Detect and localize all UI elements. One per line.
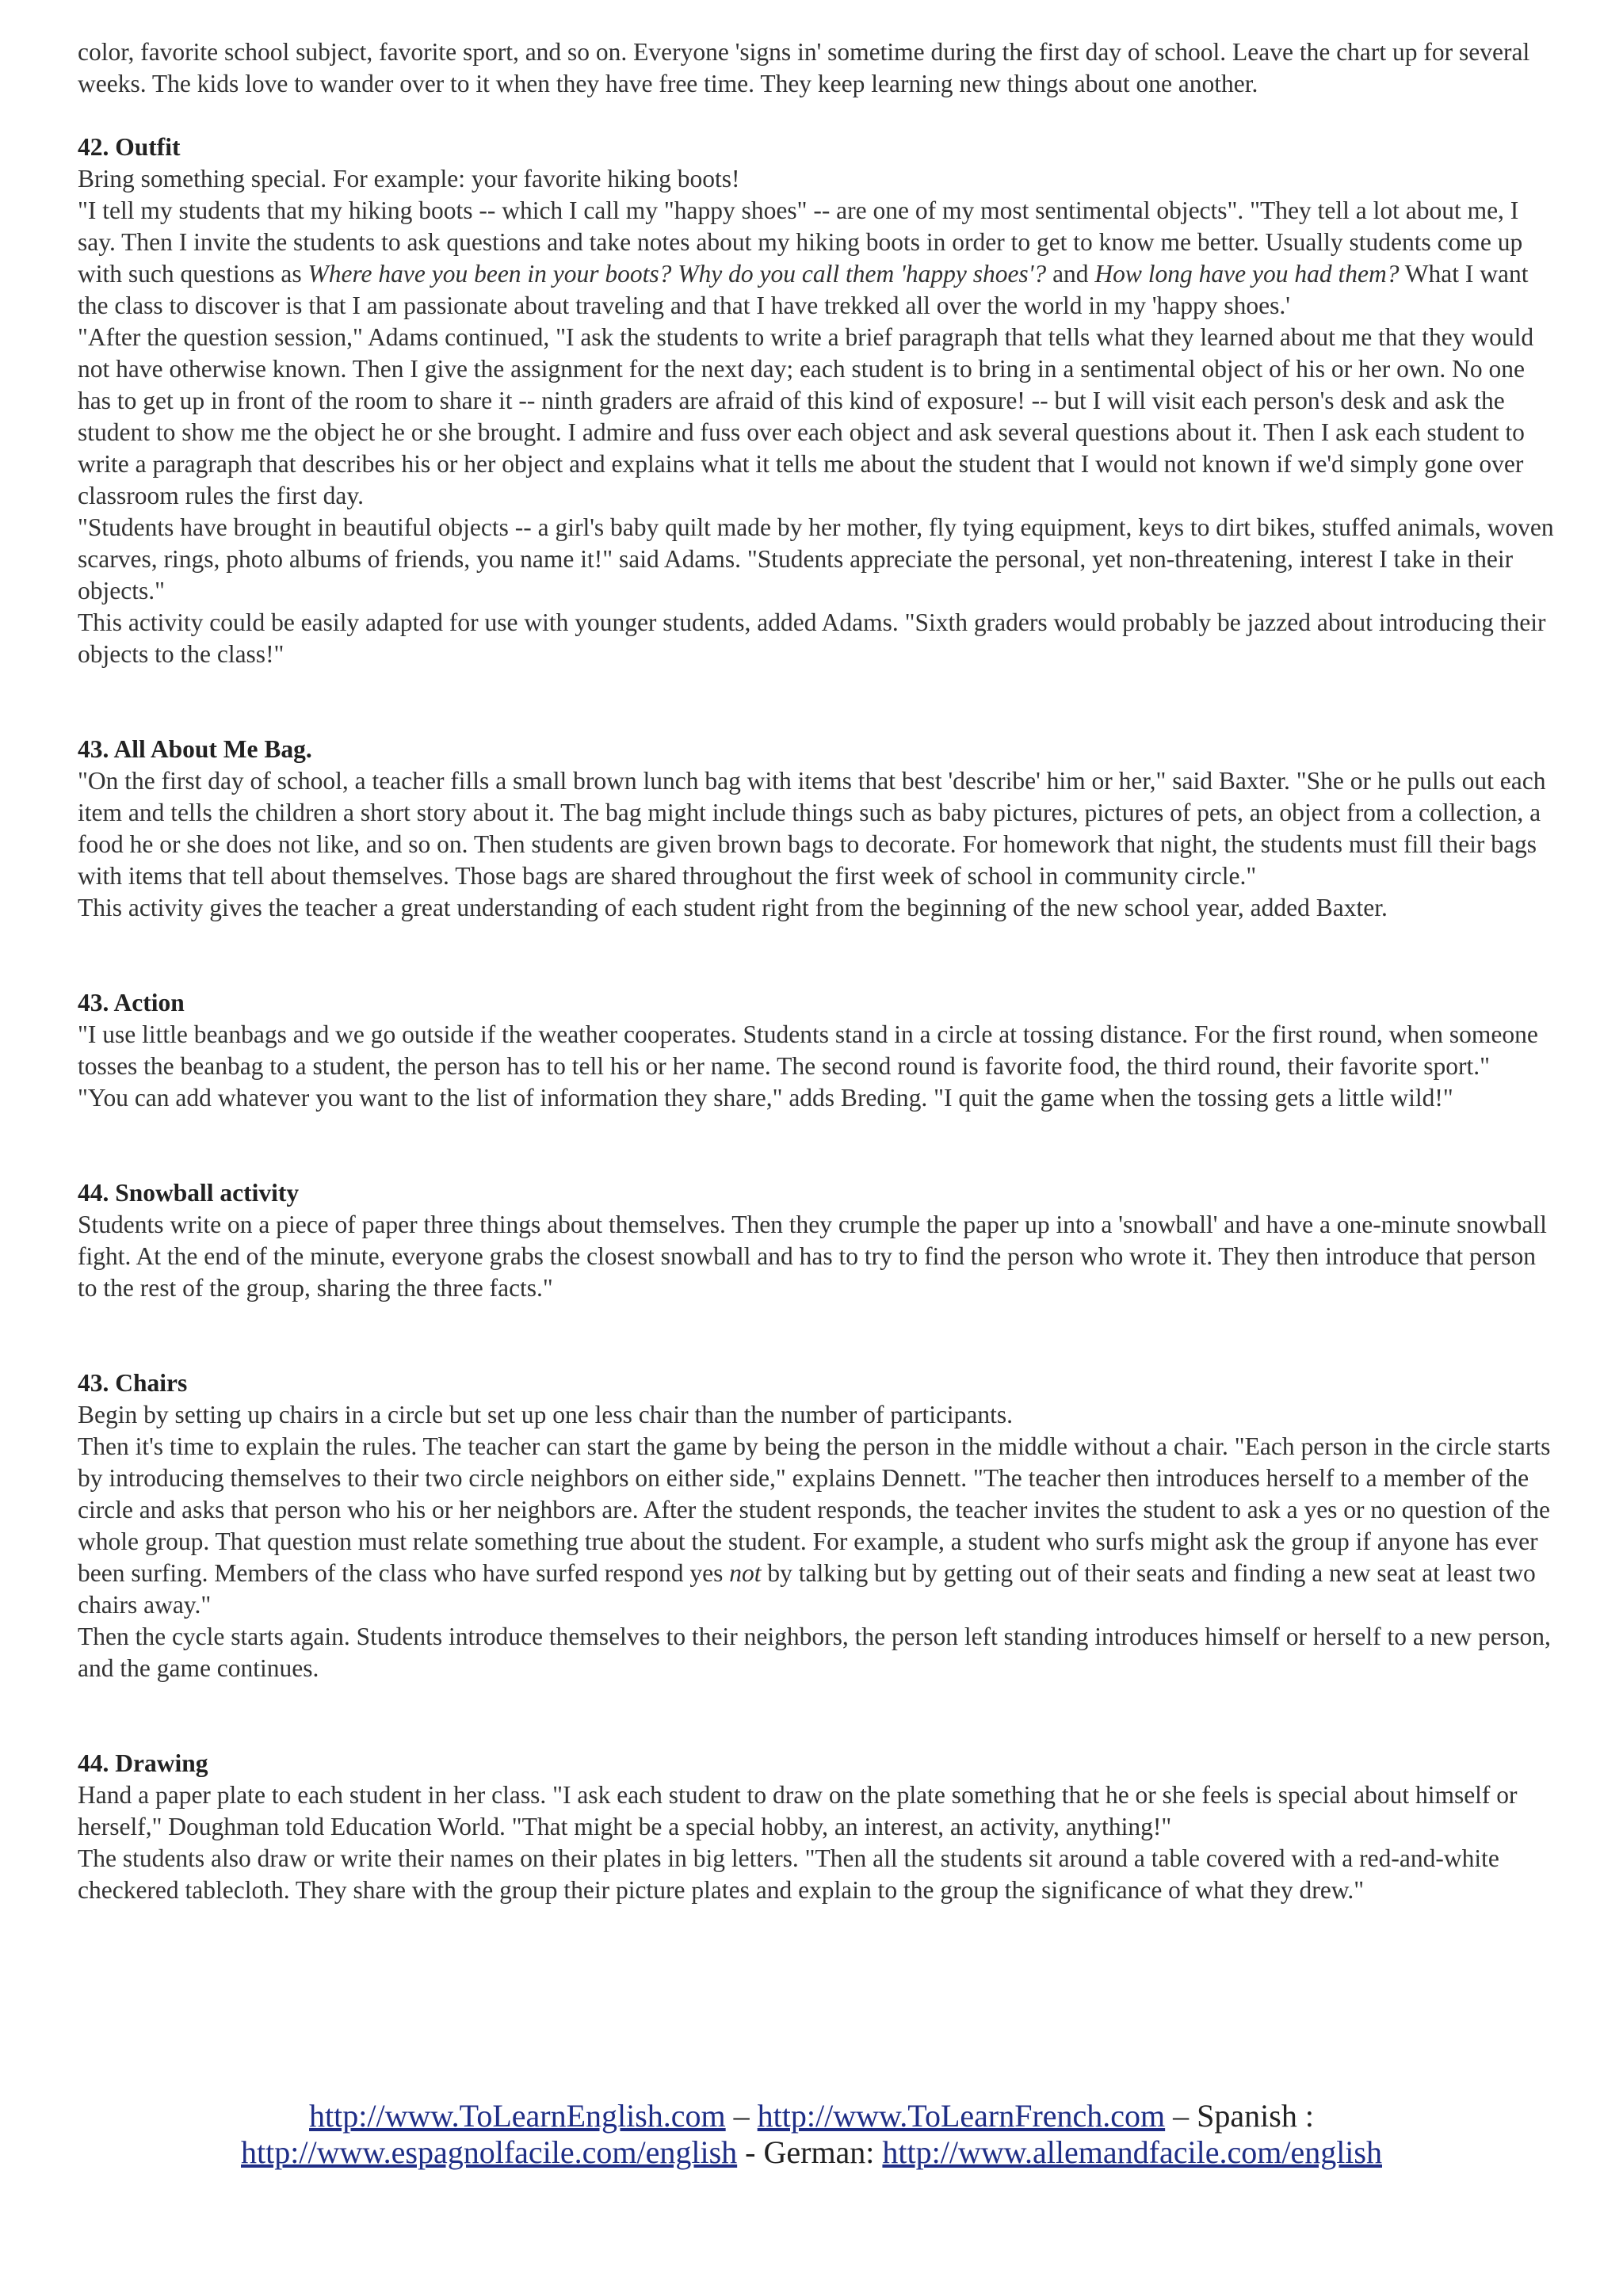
section-heading: 43. Action — [78, 989, 185, 1016]
section-43-chairs — [78, 1367, 1561, 1684]
paragraph: "After the question session," Adams continued, "I ask the students to write a brief paragraph that tells what they learned about me that they would not have otherwise known. Then I give the assignment for the next day; each student is to bring in a sentimental object of his or her own. No one has to get up in front of the room to share it -- ninth graders are afraid of this kind of exposure! -- but I will visit each person's desk and ask the student to show me the object he or she brought. I admire and fuss over each object and ask several questions about it. Then I ask each student to write a paragraph that describes his or her object and explains what it tells me about the student that I would not known if we'd simply gone over classroom rules the first day. — [78, 323, 1534, 509]
paragraph: "I tell my students that my hiking boots -- which I call my "happy shoes" -- are one of my most sentimental objects". "They tell a lot about me, I say. Then I invite the students to ask questions and take notes about my hiking boots in order to get to know me better. Usually students come up with such questions as Where have you been in your boots? Why do you call them 'happy shoes'? and How long have you had them? What I want the class to discover is that I am passionate about traveling and that I have trekked all over the world in my 'happy shoes.' — [78, 196, 1529, 319]
paragraph: The students also draw or write their names on their plates in big letters. "Then all the students sit around a table covered with a red-and-white checkered tablecloth. They share with the group their picture plates and explain to the group the significance of what they drew." — [78, 1844, 1499, 1904]
section-44-snowball — [78, 1177, 1561, 1304]
link-tolearnenglish[interactable]: http://www.ToLearnEnglish.com — [309, 2098, 726, 2134]
link-allemandfacile[interactable]: http://www.allemandfacile.com/english — [882, 2134, 1382, 2170]
paragraph: This activity gives the teacher a great understanding of each student right from the beginning of the new school year, added Baxter. — [78, 894, 1388, 921]
footer-line-2: http://www.espagnolfacile.com/english - German: http://www.allemandfacile.com/english — [241, 2134, 1382, 2170]
section-43-action — [78, 987, 1561, 1114]
link-tolearnfrench[interactable]: http://www.ToLearnFrench.com — [757, 2098, 1166, 2134]
paragraph: "You can add whatever you want to the list of information they share," adds Breding. "I quit the game when the tossing gets a little wild!" — [78, 1084, 1453, 1112]
section-heading: 43. All About Me Bag. — [78, 735, 312, 763]
paragraph: This activity could be easily adapted for use with younger students, added Adams. "Sixth graders would probably be jazzed about introducing their objects to the class!" — [78, 608, 1546, 668]
paragraph: Then it's time to explain the rules. The teacher can start the game by being the person in the middle without a chair. "Each person in the circle starts by introducing themselves to their two circle neighbors on either side," explains Dennett. "The teacher then introduces herself to a member of the circle and asks that person who his or her neighbors are. After the student responds, the teacher invites the student to ask a yes or no question of the whole group. That question must relate something true about the student. For example, a student who surfs might ask the group if anyone has ever been surfing. Members of the class who have surfed respond yes not by talking but by getting out of their seats and finding a new seat at least two chairs away." — [78, 1432, 1551, 1619]
document-body — [78, 36, 1561, 1906]
paragraph: "Students have brought in beautiful objects -- a girl's baby quilt made by her mother, fly tying equipment, keys to dirt bikes, stuffed animals, woven scarves, rings, photo albums of friends, you name it!" said Adams. "Students appreciate the personal, yet non-threatening, interest I take in their objects." — [78, 513, 1554, 605]
paragraph: Begin by setting up chairs in a circle but set up one less chair than the number of participants. — [78, 1401, 1014, 1428]
section-44-drawing — [78, 1748, 1561, 1906]
section-heading: 44. Snowball activity — [78, 1179, 300, 1207]
paragraph: Bring something special. For example: your favorite hiking boots! — [78, 165, 740, 193]
section-43-all-about-me-bag — [78, 734, 1561, 924]
paragraph: Then the cycle starts again. Students introduce themselves to their neighbors, the person left standing introduces himself or herself to a new person, and the game continues. — [78, 1623, 1551, 1682]
paragraph: "On the first day of school, a teacher fills a small brown lunch bag with items that best 'describe' him or her," said Baxter. "She or he pulls out each item and tells the children a short story about it. The bag might include things such as baby pictures, pictures of pets, an object from a collection, a food he or she does not like, and so on. Then students are given brown bags to decorate. For homework that night, the students must fill their bags with items that tell about themselves. Those bags are shared throughout the first week of school in community circle." — [78, 767, 1546, 890]
footer-line-1: http://www.ToLearnEnglish.com – http://www.ToLearnFrench.com – Spanish : — [309, 2098, 1314, 2134]
footer-links — [0, 2098, 1623, 2171]
section-42-outfit — [78, 132, 1561, 670]
paragraph: "I use little beanbags and we go outside if the weather cooperates. Students stand in a circle at tossing distance. For the first round, when someone tosses the beanbag to a student, the person has to tell his or her name. The second round is favorite food, the third round, their favorite sport." — [78, 1020, 1538, 1080]
paragraph: Students write on a piece of paper three things about themselves. Then they crumple the paper up into a 'snowball' and have a one-minute snowball fight. At the end of the minute, everyone grabs the closest snowball and has to try to find the person who wrote it. They then introduce that person to the rest of the group, sharing the three facts." — [78, 1211, 1547, 1302]
intro-paragraph: color, favorite school subject, favorite sport, and so on. Everyone 'signs in' sometime during the first day of school. Leave the chart up for several weeks. The kids love to wander over to it when they have free time. They keep learning new things about one another. — [78, 38, 1530, 97]
link-espagnolfacile[interactable]: http://www.espagnolfacile.com/english — [241, 2134, 738, 2170]
paragraph: Hand a paper plate to each student in her class. "I ask each student to draw on the plate something that he or she feels is special about himself or herself," Doughman told Education World. "That might be a special hobby, an interest, an activity, anything!" — [78, 1781, 1518, 1840]
section-heading: 42. Outfit — [78, 133, 181, 161]
section-heading: 44. Drawing — [78, 1749, 208, 1777]
section-heading: 43. Chairs — [78, 1369, 188, 1397]
